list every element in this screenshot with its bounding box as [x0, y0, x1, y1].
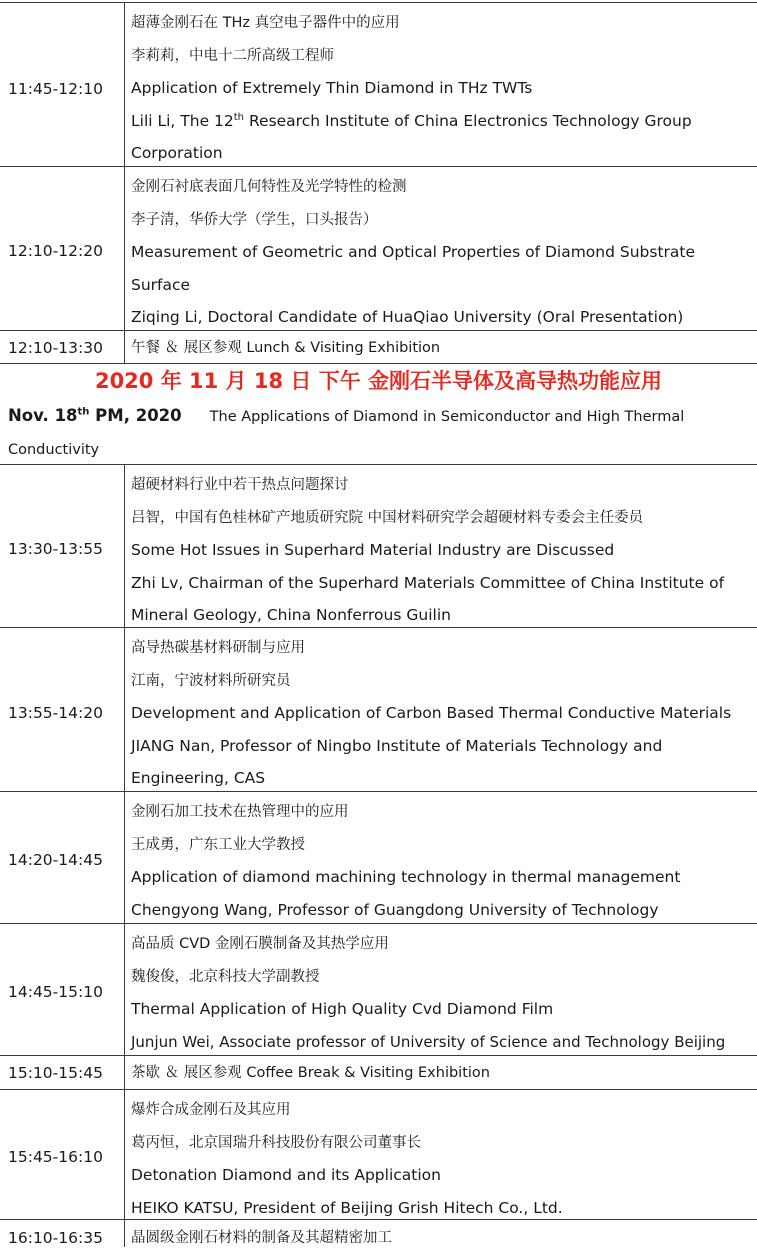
speaker-en: HEIKO KATSU, President of Beijing Grish Hitech Co., Ltd. [131, 1198, 563, 1217]
section-description: The Applications of Diamond in Semiconductor and High Thermal [209, 409, 685, 425]
session-content [131, 632, 757, 795]
session-content [131, 7, 757, 170]
session-time: 12:10-12:20 [8, 242, 103, 260]
talk-title-zh: 金刚石加工技术在热管理中的应用 [131, 804, 349, 820]
speaker-en-cont: Mineral Geology, China Nonferrous Guilin [131, 606, 451, 625]
session-content [131, 1057, 757, 1090]
speaker-zh: 江南，宁波材料所研究员 [131, 672, 291, 689]
speaker-zh: 李子清，华侨大学（学生，口头报告） [131, 211, 378, 228]
schedule-row [0, 627, 757, 791]
schedule-row [0, 1219, 757, 1247]
schedule-row [0, 166, 757, 330]
talk-title-en-cont: Surface [131, 275, 191, 294]
session-time: 16:10-16:35 [8, 1229, 103, 1247]
speaker-en: Junjun Wei, Associate professor of University of Science and Technology Beijing [131, 1032, 726, 1051]
section-description-cont: Conductivity [8, 442, 100, 458]
talk-title-zh: 晶圆级金刚石材料的制备及其超精密加工 [131, 1230, 392, 1246]
speaker-zh: 魏俊俊，北京科技大学副教授 [131, 968, 320, 985]
talk-title-zh: 高导热碳基材料研制与应用 [131, 640, 305, 656]
break-label: 午餐 ＆ 展区参观 Lunch & Visiting Exhibition [131, 340, 441, 356]
column-divider [124, 465, 125, 627]
column-divider [124, 1056, 125, 1089]
speaker-zh: 葛丙恒，北京国瑞升科技股份有限公司董事长 [131, 1134, 421, 1151]
session-time: 14:45-15:10 [8, 983, 103, 1001]
talk-title-en: Some Hot Issues in Superhard Material Industry are Discussed [131, 541, 615, 560]
session-time: 15:45-16:10 [8, 1148, 103, 1166]
talk-title-zh: 超硬材料行业中若干热点问题探讨 [131, 477, 349, 493]
session-content [131, 1094, 757, 1224]
session-time: 11:45-12:10 [8, 80, 103, 98]
session-content [131, 1222, 757, 1255]
session-time: 14:20-14:45 [8, 851, 103, 869]
speaker-en-cont: Corporation [131, 144, 223, 163]
schedule-row [0, 791, 757, 923]
speaker-en: Lili Li, The 12th Research Institute of China Electronics Technology Group [131, 111, 692, 130]
speaker-zh: 王成勇，广东工业大学教授 [131, 836, 305, 853]
talk-title-en: Application of diamond machining technology in thermal management [131, 868, 681, 887]
column-divider [124, 3, 125, 166]
column-divider [124, 167, 125, 330]
session-content [131, 928, 757, 1058]
speaker-en: Chengyong Wang, Professor of Guangdong University of Technology [131, 900, 659, 919]
speaker-zh: 吕智，中国有色桂林矿产地质研究院 中国材料研究学会超硬材料专委会主任委员 [131, 509, 644, 526]
session-content [131, 796, 757, 926]
column-divider [124, 1090, 125, 1219]
talk-title-zh: 爆炸合成金刚石及其应用 [131, 1102, 291, 1118]
session-time: 15:10-15:45 [8, 1064, 103, 1082]
session-time: 12:10-13:30 [8, 339, 103, 357]
speaker-en: JIANG Nan, Professor of Ningbo Institute of Materials Technology and [131, 736, 663, 755]
speaker-zh: 李莉莉，中电十二所高级工程师 [131, 47, 334, 64]
column-divider [124, 792, 125, 923]
column-divider [124, 331, 125, 363]
talk-title-zh: 金刚石衬底表面几何特性及光学特性的检测 [131, 179, 407, 195]
section-subtitle [8, 400, 753, 433]
column-divider [124, 628, 125, 791]
speaker-en: Ziqing Li, Doctoral Candidate of HuaQiao University (Oral Presentation) [131, 308, 684, 327]
talk-title-zh: 超薄金刚石在 THz 真空电子器件中的应用 [131, 15, 400, 31]
talk-title-en: Application of Extremely Thin Diamond in THz TWTs [131, 79, 533, 98]
schedule-row [0, 1089, 757, 1219]
talk-title-en: Development and Application of Carbon Based Thermal Conductive Materials [131, 704, 732, 723]
section-date: Nov. 18th PM, 2020 [8, 406, 182, 425]
session-content [131, 171, 757, 334]
speaker-en-cont: Engineering, CAS [131, 769, 266, 788]
session-time: 13:30-13:55 [8, 540, 103, 558]
talk-title-en: Measurement of Geometric and Optical Properties of Diamond Substrate [131, 243, 696, 262]
column-divider [124, 1220, 125, 1247]
session-content [131, 469, 757, 632]
talk-title-zh: 高品质 CVD 金刚石膜制备及其热学应用 [131, 936, 389, 952]
session-content [131, 332, 757, 365]
column-divider [124, 924, 125, 1055]
schedule-row [0, 464, 757, 627]
schedule-row [0, 2, 757, 166]
schedule-row [0, 923, 757, 1055]
speaker-en: Zhi Lv, Chairman of the Superhard Materials Committee of China Institute of [131, 573, 725, 592]
talk-title-en: Thermal Application of High Quality Cvd Diamond Film [131, 1000, 554, 1019]
schedule-row [0, 1055, 757, 1089]
session-time: 13:55-14:20 [8, 704, 103, 722]
break-label: 茶歇 ＆ 展区参观 Coffee Break & Visiting Exhibition [131, 1065, 490, 1081]
section-title: 2020 年 11 月 18 日 下午 金刚石半导体及高导热功能应用 [94, 369, 663, 393]
talk-title-en: Detonation Diamond and its Application [131, 1166, 441, 1185]
schedule-row [0, 330, 757, 364]
